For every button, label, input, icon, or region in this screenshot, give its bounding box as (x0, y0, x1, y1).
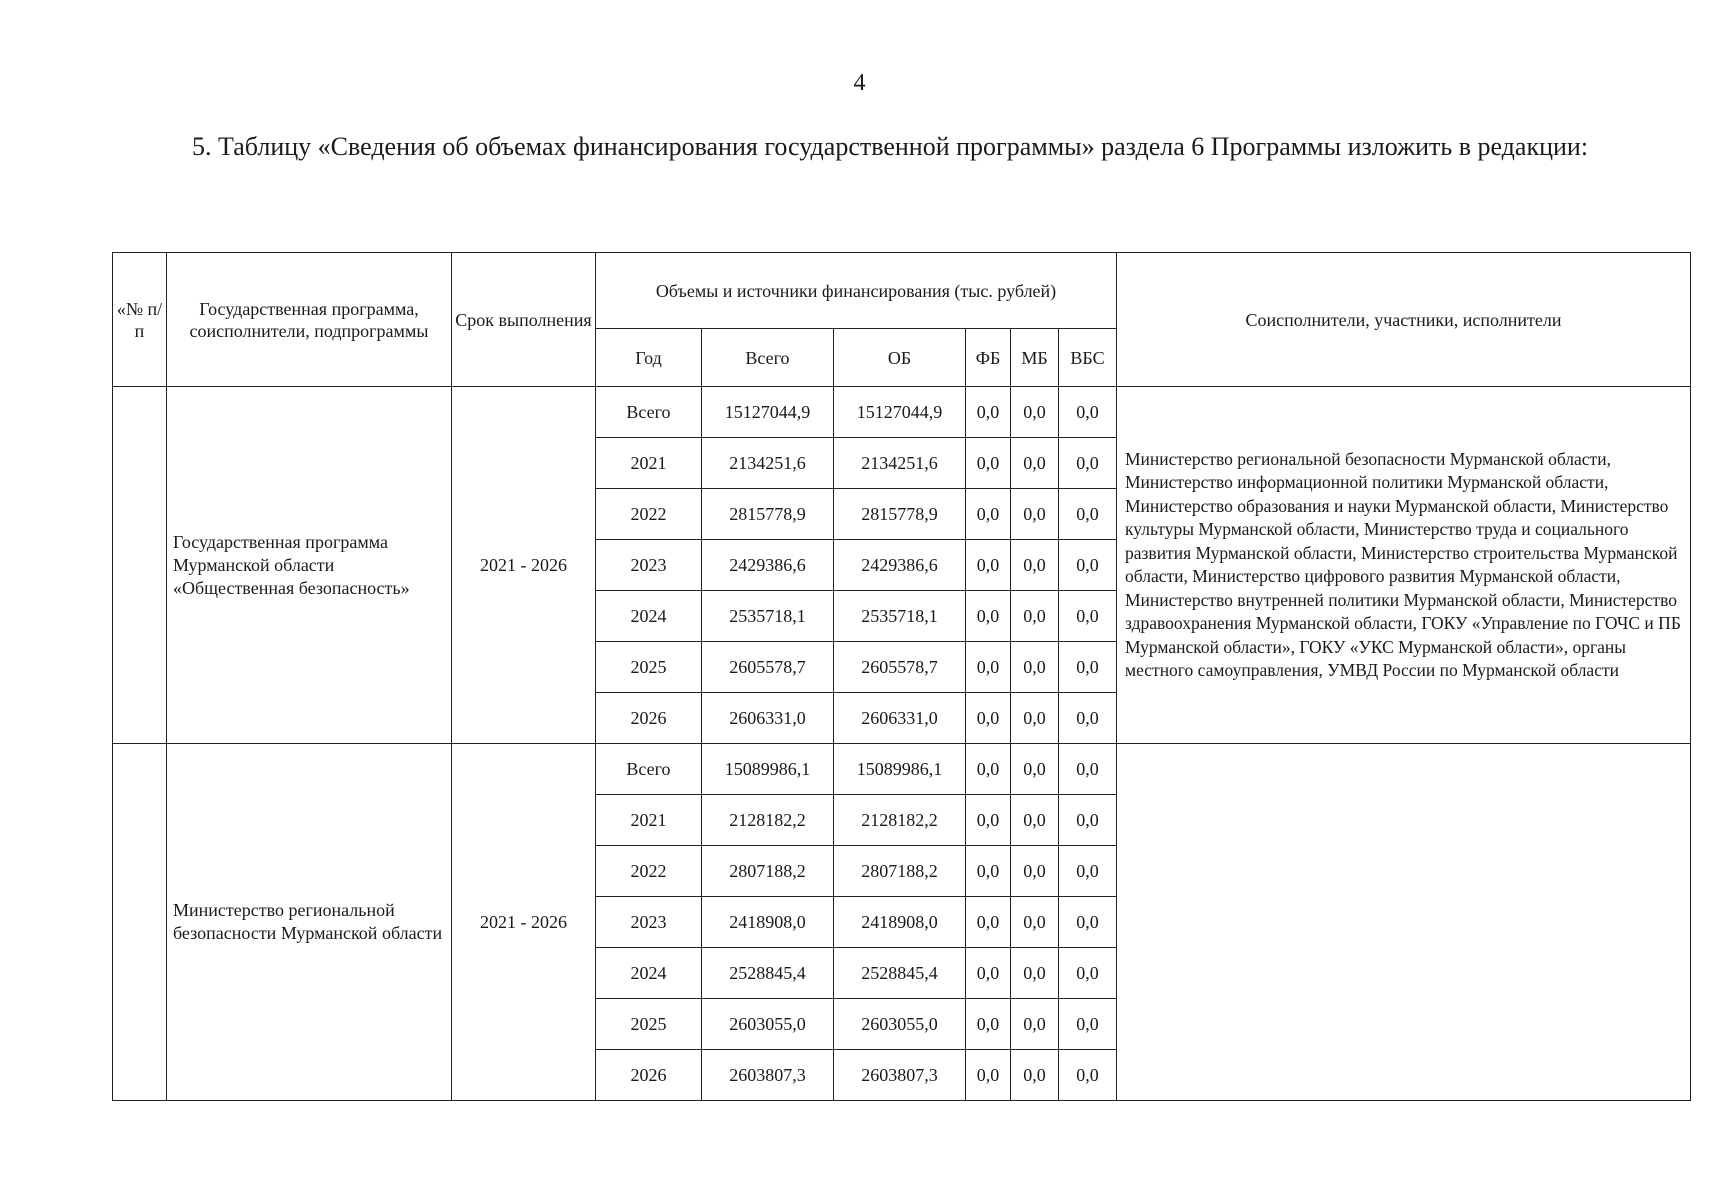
vbs-cell: 0,0 (1059, 1050, 1117, 1101)
ob-cell: 2603055,0 (834, 999, 966, 1050)
partners-cell: Министерство региональной безопасности Мурманской области, Министерство информационной политики Мурманской области, Министерство образования и науки Мурманской области, Министерство культуры Мурманской области, Министерство труда и социального развития Мурманской области, Министерство строительства Мурманской области, Министерство цифрового развития Мурманской области, Министерство внутренней политики Мурманской области, Министерство здравоохранения Мурманской области, ГОКУ «Управление по ГОЧС и ПБ Мурманской области», ГОКУ «УКС Мурманской области», органы местного самоуправления, УМВД России по Мурманской области (1117, 387, 1691, 744)
header-partners: Соисполнители, участники, исполнители (1117, 253, 1691, 387)
table-row (113, 744, 1691, 795)
total-cell: 2807188,2 (702, 846, 834, 897)
header-volumes: Объемы и источники финансирования (тыс. рублей) (596, 253, 1117, 329)
ob-cell: 2603807,3 (834, 1050, 966, 1101)
vbs-cell: 0,0 (1059, 846, 1117, 897)
fb-cell: 0,0 (966, 693, 1011, 744)
ob-cell: 15127044,9 (834, 387, 966, 438)
fb-cell: 0,0 (966, 642, 1011, 693)
mb-cell: 0,0 (1011, 438, 1059, 489)
total-cell: 15089986,1 (702, 744, 834, 795)
total-cell: 2429386,6 (702, 540, 834, 591)
intro-paragraph: 5. Таблицу «Сведения об объемах финансирования государственной программы» раздела 6 Программы изложить в редакции: (192, 132, 1589, 161)
year-cell: 2023 (596, 540, 702, 591)
vbs-cell: 0,0 (1059, 693, 1117, 744)
mb-cell: 0,0 (1011, 693, 1059, 744)
fb-cell: 0,0 (966, 948, 1011, 999)
page-number: 4 (853, 70, 866, 96)
mb-cell: 0,0 (1011, 897, 1059, 948)
mb-cell: 0,0 (1011, 591, 1059, 642)
table-row (113, 387, 1691, 438)
mb-cell: 0,0 (1011, 795, 1059, 846)
ob-cell: 2429386,6 (834, 540, 966, 591)
total-cell: 2603055,0 (702, 999, 834, 1050)
year-cell: 2021 (596, 438, 702, 489)
mb-cell: 0,0 (1011, 387, 1059, 438)
header-num: «№ п/п (113, 253, 167, 387)
total-cell: 2603807,3 (702, 1050, 834, 1101)
fb-cell: 0,0 (966, 846, 1011, 897)
header-total: Всего (702, 329, 834, 387)
financing-table (112, 252, 1691, 1101)
total-cell: 15127044,9 (702, 387, 834, 438)
total-cell: 2418908,0 (702, 897, 834, 948)
year-cell: 2026 (596, 693, 702, 744)
mb-cell: 0,0 (1011, 489, 1059, 540)
fb-cell: 0,0 (966, 795, 1011, 846)
table-header (113, 253, 1691, 387)
year-cell: 2023 (596, 897, 702, 948)
header-ob: ОБ (834, 329, 966, 387)
header-mb: МБ (1011, 329, 1059, 387)
ob-cell: 15089986,1 (834, 744, 966, 795)
program-name-cell: Министерство региональной безопасности Мурманской области (167, 744, 452, 1101)
total-cell: 2605578,7 (702, 642, 834, 693)
mb-cell: 0,0 (1011, 948, 1059, 999)
header-fb: ФБ (966, 329, 1011, 387)
fb-cell: 0,0 (966, 744, 1011, 795)
year-cell: 2025 (596, 999, 702, 1050)
vbs-cell: 0,0 (1059, 999, 1117, 1050)
year-cell: Всего (596, 744, 702, 795)
vbs-cell: 0,0 (1059, 744, 1117, 795)
ob-cell: 2134251,6 (834, 438, 966, 489)
header-period: Срок выполнения (452, 253, 596, 387)
ob-cell: 2535718,1 (834, 591, 966, 642)
vbs-cell: 0,0 (1059, 489, 1117, 540)
fb-cell: 0,0 (966, 1050, 1011, 1101)
total-cell: 2815778,9 (702, 489, 834, 540)
ob-cell: 2605578,7 (834, 642, 966, 693)
year-cell: 2026 (596, 1050, 702, 1101)
year-cell: Всего (596, 387, 702, 438)
year-cell: 2024 (596, 591, 702, 642)
vbs-cell: 0,0 (1059, 642, 1117, 693)
fb-cell: 0,0 (966, 999, 1011, 1050)
total-cell: 2606331,0 (702, 693, 834, 744)
fb-cell: 0,0 (966, 591, 1011, 642)
fb-cell: 0,0 (966, 897, 1011, 948)
mb-cell: 0,0 (1011, 1050, 1059, 1101)
year-cell: 2025 (596, 642, 702, 693)
total-cell: 2535718,1 (702, 591, 834, 642)
ob-cell: 2807188,2 (834, 846, 966, 897)
year-cell: 2022 (596, 846, 702, 897)
vbs-cell: 0,0 (1059, 387, 1117, 438)
vbs-cell: 0,0 (1059, 897, 1117, 948)
mb-cell: 0,0 (1011, 642, 1059, 693)
year-cell: 2022 (596, 489, 702, 540)
period-cell: 2021 - 2026 (452, 744, 596, 1101)
row-number-cell (113, 744, 167, 1101)
fb-cell: 0,0 (966, 438, 1011, 489)
total-cell: 2528845,4 (702, 948, 834, 999)
mb-cell: 0,0 (1011, 540, 1059, 591)
year-cell: 2021 (596, 795, 702, 846)
fb-cell: 0,0 (966, 387, 1011, 438)
ob-cell: 2418908,0 (834, 897, 966, 948)
fb-cell: 0,0 (966, 489, 1011, 540)
total-cell: 2128182,2 (702, 795, 834, 846)
header-program: Государственная программа, соисполнители, подпрограммы (167, 253, 452, 387)
period-cell: 2021 - 2026 (452, 387, 596, 744)
ob-cell: 2815778,9 (834, 489, 966, 540)
partners-cell (1117, 744, 1691, 1101)
program-name-cell: Государственная программа Мурманской области «Общественная безопасность» (167, 387, 452, 744)
header-vbs: ВБС (1059, 329, 1117, 387)
vbs-cell: 0,0 (1059, 540, 1117, 591)
table-body (113, 387, 1691, 1101)
mb-cell: 0,0 (1011, 744, 1059, 795)
ob-cell: 2528845,4 (834, 948, 966, 999)
ob-cell: 2128182,2 (834, 795, 966, 846)
header-year: Год (596, 329, 702, 387)
vbs-cell: 0,0 (1059, 795, 1117, 846)
mb-cell: 0,0 (1011, 846, 1059, 897)
row-number-cell (113, 387, 167, 744)
vbs-cell: 0,0 (1059, 591, 1117, 642)
vbs-cell: 0,0 (1059, 948, 1117, 999)
mb-cell: 0,0 (1011, 999, 1059, 1050)
vbs-cell: 0,0 (1059, 438, 1117, 489)
ob-cell: 2606331,0 (834, 693, 966, 744)
year-cell: 2024 (596, 948, 702, 999)
total-cell: 2134251,6 (702, 438, 834, 489)
fb-cell: 0,0 (966, 540, 1011, 591)
